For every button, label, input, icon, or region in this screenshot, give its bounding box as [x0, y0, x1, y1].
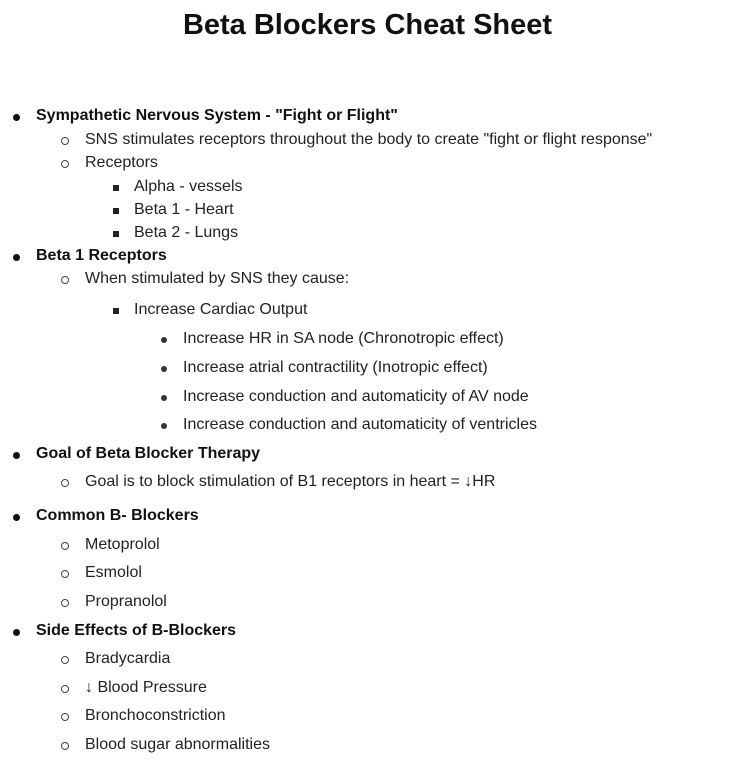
- circle-bullet-icon: [61, 479, 69, 487]
- square-bullet-icon: [113, 308, 119, 314]
- circle-bullet-icon: [61, 656, 69, 664]
- disc-bullet-icon: [13, 254, 20, 261]
- disc-bullet-icon: [13, 452, 20, 459]
- circle-bullet-icon: [61, 570, 69, 578]
- circle-bullet-icon: [61, 542, 69, 550]
- disc-bullet-icon: [13, 114, 20, 121]
- square-bullet-icon: [113, 231, 119, 237]
- circle-bullet-icon: [61, 276, 69, 284]
- circle-bullet-icon: [61, 742, 69, 750]
- circle-bullet-icon: [61, 713, 69, 721]
- circle-bullet-icon: [61, 685, 69, 693]
- disc-bullet-icon: [161, 337, 167, 343]
- disc-bullet-icon: [161, 395, 167, 401]
- circle-bullet-icon: [61, 137, 69, 145]
- page-title: Beta Blockers Cheat Sheet: [182, 9, 553, 41]
- disc-bullet-icon: [161, 366, 167, 372]
- circle-bullet-icon: [61, 160, 69, 168]
- circle-bullet-icon: [61, 599, 69, 607]
- disc-bullet-icon: [13, 514, 20, 521]
- square-bullet-icon: [113, 208, 119, 214]
- square-bullet-icon: [113, 185, 119, 191]
- disc-bullet-icon: [161, 423, 167, 429]
- disc-bullet-icon: [13, 629, 20, 636]
